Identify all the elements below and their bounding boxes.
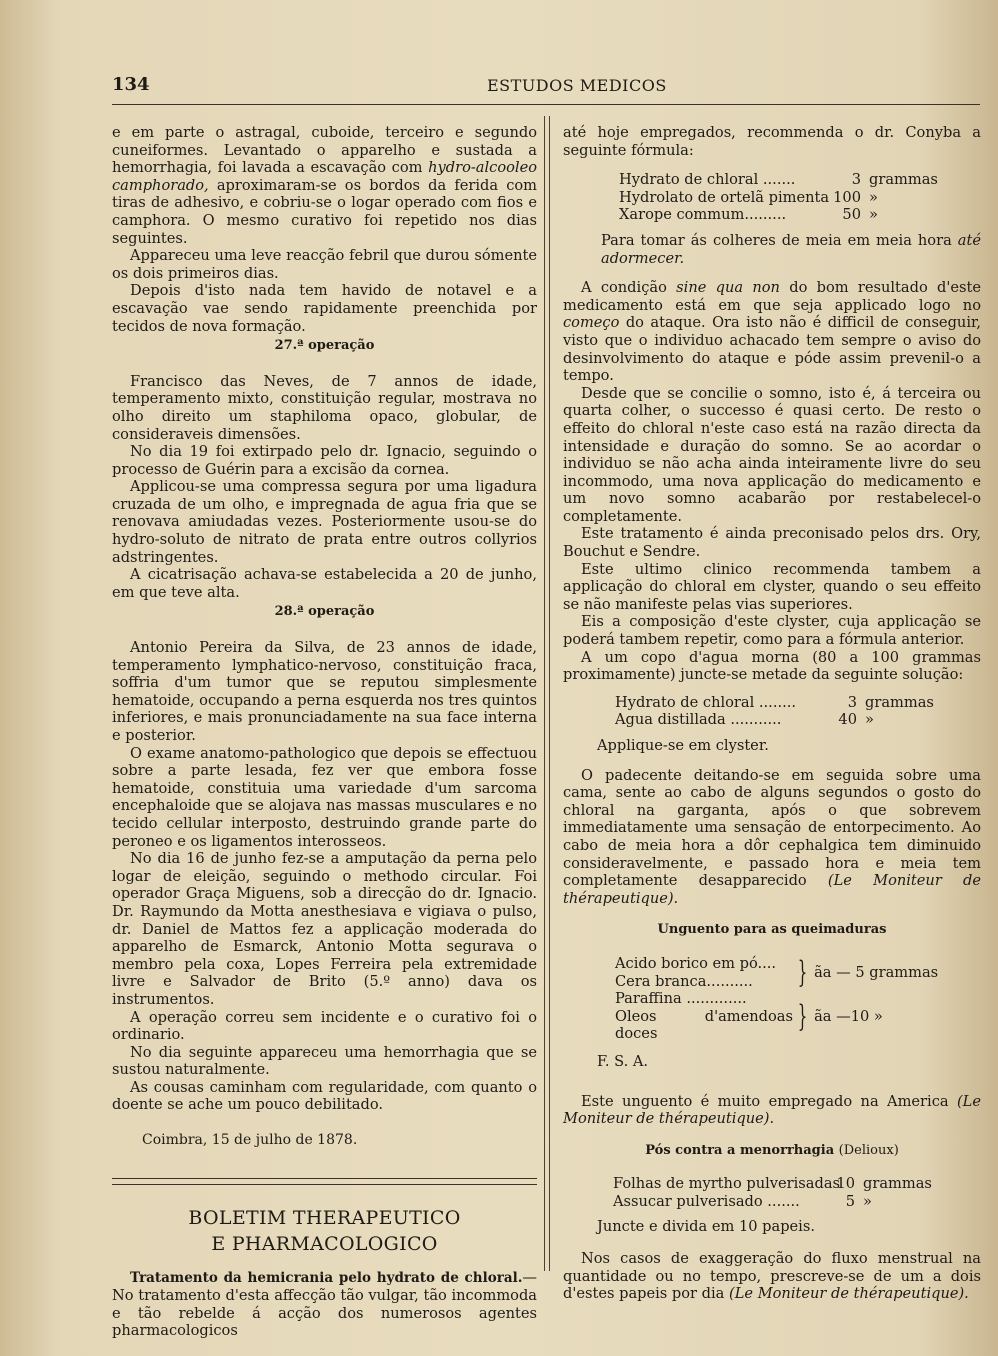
paragraph: Este ultimo clinico recommenda tambem a applicação do chloral em clyster, quando o seu effeito se não manifeste pelas vias superiores.: [563, 560, 981, 613]
paragraph: No dia seguinte appareceu uma hemorrhagia que se sustou naturalmente.: [112, 1043, 537, 1079]
paragraph: Depois d'isto nada tem havido de notavel e a escavação vae sendo rapidamente preenchida por tecidos de nova formação.: [112, 282, 537, 335]
paragraph: Nos casos de exaggeração do fluxo menstrual na quantidade ou no tempo, prescreve-se de um a dois d'estes papeis por dia (Le Moniteur de thérapeutique).: [563, 1250, 981, 1303]
recipe-heading: Unguento para as queimaduras: [657, 922, 887, 938]
column-divider: [544, 116, 545, 1271]
prescription-note: Applique-se em clyster.: [597, 737, 769, 754]
paragraph: A um copo d'agua morna (80 a 100 grammas proximamente) juncte-se metade da seguinte solução:: [563, 648, 981, 684]
running-title: ESTUDOS MEDICOS: [487, 76, 667, 95]
right-column: [563, 124, 981, 1303]
paragraph: A cicatrisação achava-se estabelecida a 20 de junho, em que teve alta.: [112, 566, 537, 601]
section-title: BOLETIM THERAPEUTICO: [188, 1206, 461, 1229]
section-double-rule: [112, 1178, 537, 1185]
prescription-note: Para tomar ás colheres de meia em meia hora até adormecer.: [601, 231, 981, 267]
ingredient-group: [615, 955, 981, 990]
paragraph: A operação correu sem incidente e o curativo foi o ordinario.: [112, 1008, 537, 1044]
article-heading: Tratamento da hemicrania pelo hydrato de chloral.: [130, 1269, 523, 1286]
paragraph: Este tratamento é ainda preconisado pelos drs. Ory, Bouchut e Sendre.: [563, 525, 981, 561]
prescription-row: Agua distillada ........... 40 »: [615, 711, 874, 729]
paragraph: Este unguento é muito empregado na America (Le Moniteur de thérapeutique).: [563, 1092, 981, 1128]
column-divider: [549, 116, 550, 1271]
paragraph: As cousas caminham com regularidade, com quanto o doente se ache um pouco debilitado.: [112, 1078, 537, 1114]
ingredient-quantity: ãa —10 »: [814, 1007, 883, 1025]
page-number: 134: [112, 74, 150, 95]
paragraph: No dia 19 foi extirpado pelo dr. Ignacio, seguindo o processo de Guérin para a excisão da cornea.: [112, 443, 537, 478]
page-header: [112, 74, 980, 102]
recipe-instruction: F. S. A.: [597, 1052, 649, 1070]
ingredient: Paraffina .............: [615, 990, 747, 1008]
prescription-list: [619, 171, 981, 224]
prescription-row: Folhas de myrtho pulverisadas 10 grammas: [613, 1175, 932, 1193]
paragraph: O exame anatomo-pathologico que depois se effectuou sobre a parte lesada, fez ver que embora fosse hematoide, constituia uma variedade d'um sarcoma encephaloide que se alojava nas massas musculares e no tecido cellular interposto, destruindo grande parte do peroneo e os ligamentos interosseos.: [112, 744, 537, 850]
ingredient-quantity: ãa — 5 grammas: [814, 963, 939, 981]
ingredient: Oleos d'amendoas doces: [615, 1007, 793, 1043]
ingredient: Acido borico em pó....: [615, 954, 777, 972]
operation-heading: 27.ª operação: [274, 338, 375, 354]
brace-symbol: }: [797, 954, 808, 990]
header-rule: [112, 104, 980, 105]
ingredient: Cera branca..........: [615, 972, 753, 990]
paragraph: Francisco das Neves, de 7 annos de idade, temperamento mixto, constituição regular, mostrava no olho direito um staphiloma opaco, globular, de consideraveis dimensões.: [112, 372, 537, 443]
article-paragraph: Tratamento da hemicrania pelo hydrato de chloral.—No tratamento d'esta affecção tão vulgar, tão incommoda e tão rebelde á acção dos numerosos agentes pharmacologicos: [112, 1268, 537, 1340]
paragraph: Eis a composição d'este clyster, cuja applicação se poderá tambem repetir, como para a fórmula anterior.: [563, 613, 981, 649]
paragraph: Applicou-se uma compressa segura por uma ligadura cruzada de um olho, e impregnada de agua fria que se renovava amiudadas vezes. Posteriormente usou-se do hydro-soluto de nitrato de prata entre outros collyrios adstringentes.: [112, 478, 537, 566]
prescription-row: Hydrato de chloral ........ 3 grammas: [615, 693, 934, 711]
paragraph: No dia 16 de junho fez-se a amputação da perna pelo logar de eleição, seguindo o methodo circular. Foi operador Graça Miguens, sob a direcção do dr. Ignacio. Dr. Raymundo da Motta anesthesiava e vigiava o pulso, dr. Daniel de Mattos fez a applicação moderada do apparelho de Esmarck, Antonio Motta segurava o membro pela coxa, Lopes Ferreira pela extremidade livre e Salvador de Brito (5.º anno) dava os instrumentos.: [112, 850, 537, 1008]
prescription-list: [615, 694, 981, 729]
paragraph: A condição sine qua non do bom resultado d'este medicamento está em que seja applicado logo no começo do ataque. Ora isto não é difficil de conseguir, visto que o individuo achacado tem sempre o aviso do desinvolvimento do ataque e póde assim prevenil-o a tempo.: [563, 279, 982, 385]
operation-heading: 28.ª operação: [274, 604, 375, 620]
paragraph: Appareceu uma leve reacção febril que durou sómente os dois primeiros dias.: [112, 247, 537, 282]
prescription-row: Xarope commum......... 50 »: [619, 206, 878, 224]
prescription-row: Hydrato de chloral ....... 3 grammas: [619, 171, 938, 189]
paragraph: Antonio Pereira da Silva, de 23 annos de idade, temperamento lymphatico-nervoso, constituição fraca, soffria d'um tumor que se reputou simplesmente hematoide, occupando a perna esquerda nos tres quintos inferiores, e mais pronunciadamente na sua face interna e posterior.: [112, 639, 537, 744]
prescription-row: Hydrolato de ortelã pimenta 100 »: [619, 188, 878, 206]
section-title: E PHARMACOLOGICO: [211, 1232, 438, 1255]
prescription-row: Assucar pulverisado ....... 5 »: [613, 1192, 872, 1210]
brace-symbol: }: [797, 998, 808, 1034]
recipe-heading: Pós contra a menorrhagia (Delioux): [645, 1142, 899, 1158]
paragraph: e em parte o astragal, cuboide, terceiro e segundo cuneiformes. Levantado o apparelho e sustada a hemorrhagia, foi lavada a escavação com hydro-alcooleo camphorado, aproximaram-se os bordos da ferida com tiras de adhesivo, e cobriu-se o logar operado com fios e camphora. O mesmo curativo foi repetido nos dias seguintes.: [112, 124, 537, 247]
paragraph: Desde que se concilie o somno, isto é, á terceira ou quarta colher, o successo é quasi certo. De resto o effeito do chloral n'este caso está na razão directa da intensidade e duração do somno. Se ao acordar o individuo se não acha ainda inteiramente livre do seu incommodo, uma nova applicação do medicamento e um novo somno acabarão por restabelecel-o completamente.: [563, 384, 981, 525]
paragraph: até hoje empregados, recommenda o dr. Conyba a seguinte fórmula:: [563, 124, 981, 159]
left-column: [112, 124, 537, 1340]
prescription-list: [613, 1175, 981, 1210]
ingredient-group: [615, 990, 981, 1043]
paragraph: O padecente deitando-se em seguida sobre uma cama, sente ao cabo de alguns segundos o gosto do chloral na garganta, após o que sobrevem immediatamente uma sensação de entorpecimento. Ao cabo de meia hora a dôr cephalgica tem diminuido consideravelmente, e passado hora e meia tem completamente desapparecido (Le Moniteur de thérapeutique).: [563, 766, 981, 907]
dateline-signature: Coimbra, 15 de julho de 1878.: [142, 1132, 358, 1149]
prescription-note: Juncte e divida em 10 papeis.: [597, 1218, 815, 1236]
